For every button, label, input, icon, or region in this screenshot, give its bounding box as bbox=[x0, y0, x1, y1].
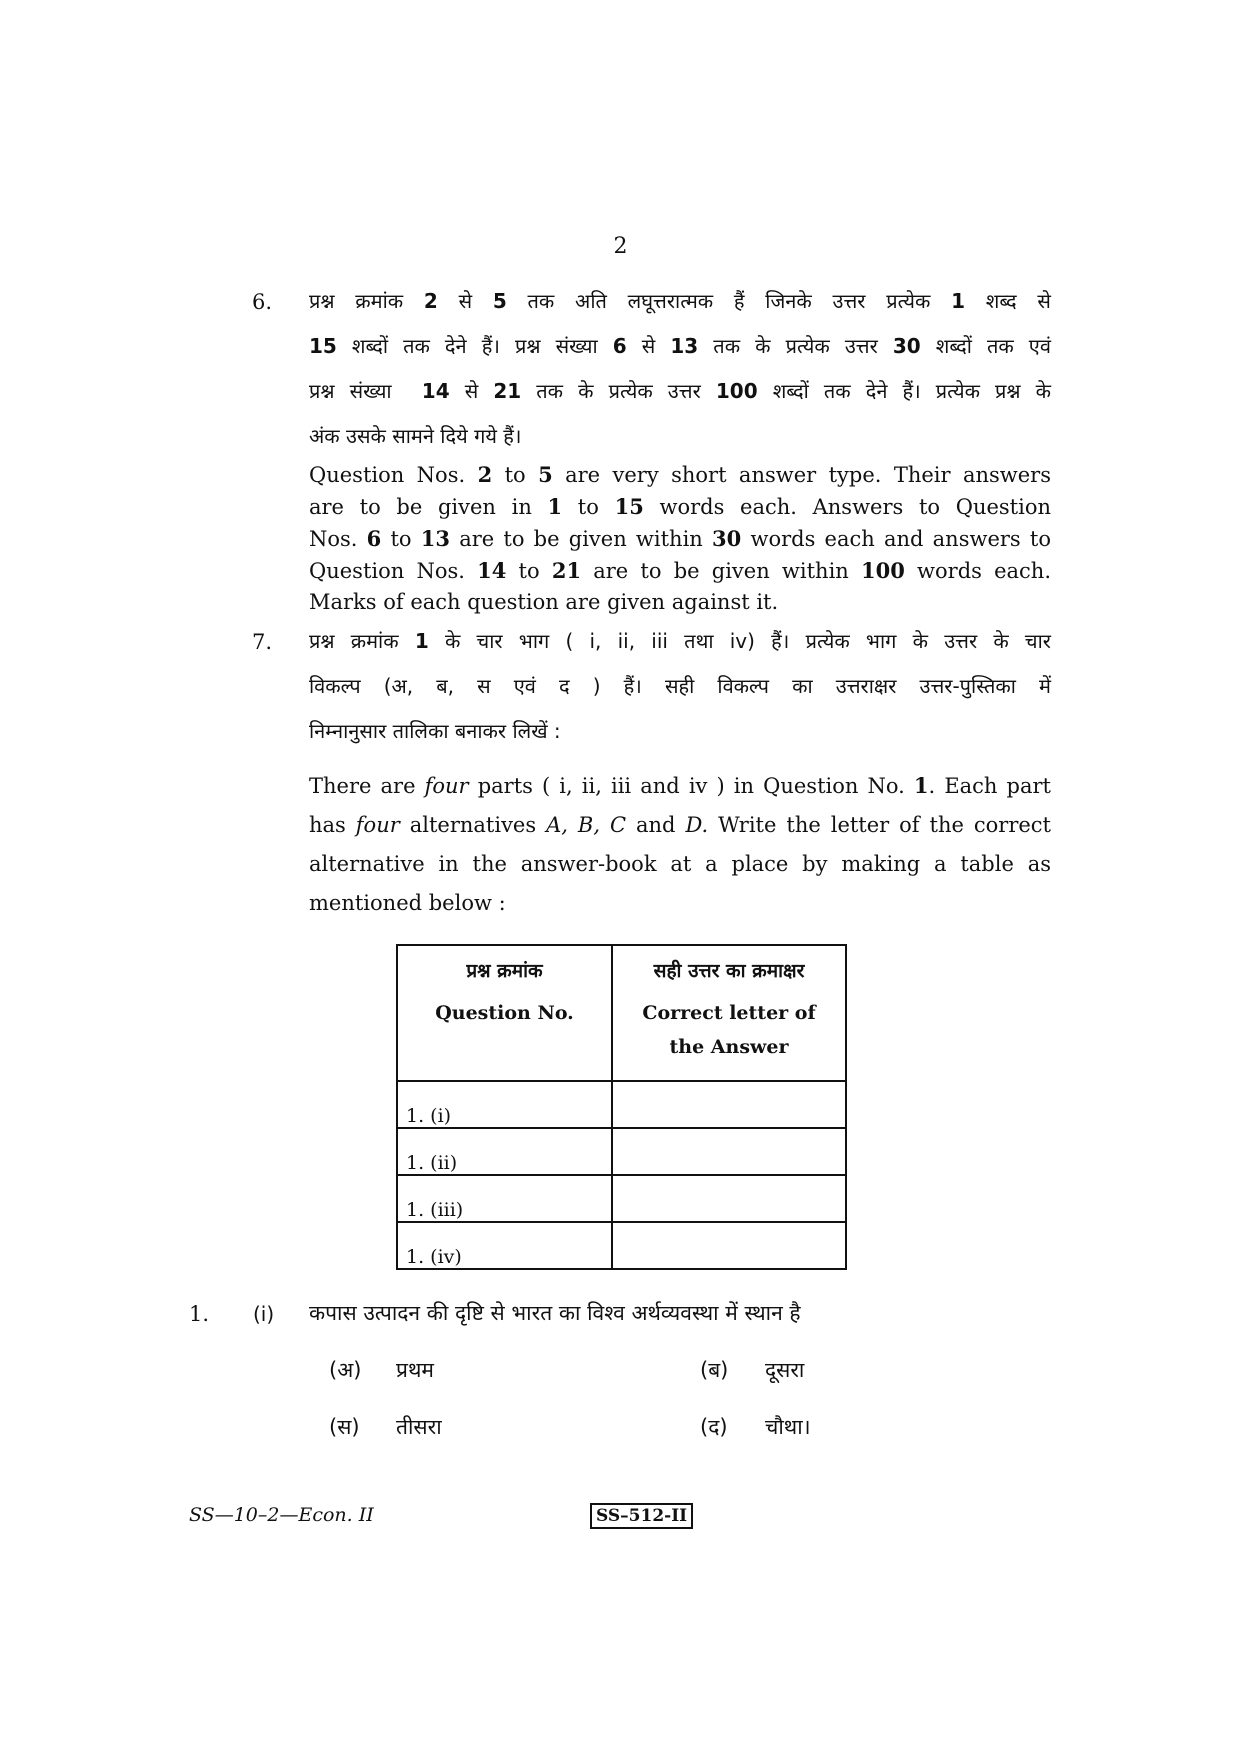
option-a-label: (अ) bbox=[329, 1358, 362, 1382]
row-question-no: 1. (i) bbox=[397, 1081, 612, 1128]
item-6-english-line: Marks of each question are given against it. bbox=[309, 590, 779, 614]
item-7-english-line: has four alternatives A, B, C and D. Write the letter of the correct bbox=[309, 813, 1051, 837]
item-6-english-line: Question Nos. 14 to 21 are to be given within 100 words each. bbox=[309, 558, 1052, 583]
row-question-no: 1. (iii) bbox=[397, 1175, 612, 1222]
question-1-text: कपास उत्पादन की दृष्टि से भारत का विश्व अर्थव्यवस्था में स्थान है bbox=[309, 1301, 801, 1325]
option-b-label: (ब) bbox=[700, 1358, 729, 1382]
question-1-part: (i) bbox=[253, 1302, 275, 1326]
option-d-label: (द) bbox=[700, 1415, 728, 1439]
header-english: Question No. bbox=[435, 1002, 574, 1024]
option-a-text[interactable]: प्रथम bbox=[396, 1358, 434, 1382]
table-row bbox=[397, 1222, 846, 1269]
item-7-hindi-line: प्रश्न क्रमांक 1 के चार भाग ( i, ii, iii तथा iv) हैं। प्रत्येक भाग के उत्तर के चार bbox=[309, 629, 1051, 653]
item-7-hindi-line: निम्नानुसार तालिका बनाकर लिखें : bbox=[309, 719, 561, 743]
item-7-number: 7. bbox=[252, 630, 273, 654]
item-7-english-line: There are four parts ( i, ii, iii and iv ) in Question No. 1. Each part bbox=[309, 773, 1051, 798]
option-b-text[interactable]: दूसरा bbox=[765, 1358, 805, 1382]
footer-paper-code: SS–512-II bbox=[590, 1503, 693, 1529]
header-english-line: the Answer bbox=[669, 1036, 789, 1058]
item-6-hindi-line: प्रश्न क्रमांक 2 से 5 तक अति लघूत्तरात्मक हैं जिनके उत्तर प्रत्येक 1 शब्द से bbox=[309, 289, 1051, 313]
item-6-hindi-line: प्रश्न संख्या 14 से 21 तक के प्रत्येक उत्तर 100 शब्दों तक देने हैं। प्रत्येक प्रश्न के bbox=[309, 379, 1051, 403]
item-6-english bbox=[309, 459, 1051, 618]
item-6-english-line: Nos. 6 to 13 are to be given within 30 words each and answers to bbox=[309, 526, 1051, 551]
row-question-no: 1. (ii) bbox=[397, 1128, 612, 1175]
row-answer-cell[interactable] bbox=[612, 1081, 846, 1128]
header-english bbox=[617, 996, 841, 1064]
table-row bbox=[397, 1081, 846, 1128]
question-1-number: 1. bbox=[189, 1302, 210, 1326]
item-6-hindi-line: 15 शब्दों तक देने हैं। प्रश्न संख्या 6 से 13 तक के प्रत्येक उत्तर 30 शब्दों तक एवं bbox=[309, 334, 1051, 358]
answer-table bbox=[396, 944, 847, 1270]
item-6-english-line: Question Nos. 2 to 5 are very short answer type. Their answers bbox=[309, 462, 1051, 487]
item-6-number: 6. bbox=[252, 290, 273, 314]
row-question-no: 1. (iv) bbox=[397, 1222, 612, 1269]
item-7-hindi bbox=[309, 619, 1051, 754]
option-c-label: (स) bbox=[329, 1415, 360, 1439]
item-7-english-line: alternative in the answer-book at a place by making a table as bbox=[309, 852, 1051, 876]
page-number: 2 bbox=[613, 234, 628, 259]
header-english-line: Correct letter of bbox=[642, 1002, 816, 1024]
table-row bbox=[397, 1175, 846, 1222]
table-header-question-no bbox=[397, 945, 612, 1081]
header-hindi: सही उत्तर का क्रमाक्षर bbox=[653, 960, 805, 982]
row-answer-cell[interactable] bbox=[612, 1175, 846, 1222]
item-7-english bbox=[309, 766, 1051, 923]
row-answer-cell[interactable] bbox=[612, 1222, 846, 1269]
item-6-hindi bbox=[309, 279, 1051, 459]
option-c-text[interactable]: तीसरा bbox=[396, 1415, 442, 1439]
table-header-correct-letter bbox=[612, 945, 846, 1081]
item-7-hindi-line: विकल्प (अ, ब, स एवं द ) हैं। सही विकल्प का उत्तराक्षर उत्तर-पुस्तिका में bbox=[309, 674, 1051, 698]
row-answer-cell[interactable] bbox=[612, 1128, 846, 1175]
item-6-english-line: are to be given in 1 to 15 words each. Answers to Question bbox=[309, 494, 1051, 519]
item-7-english-line: mentioned below : bbox=[309, 891, 506, 915]
table-header-row bbox=[397, 945, 846, 1081]
footer-series: SS—10–2—Econ. II bbox=[189, 1504, 374, 1526]
item-6-hindi-line: अंक उसके सामने दिये गये हैं। bbox=[309, 424, 522, 448]
option-d-text[interactable]: चौथा। bbox=[765, 1415, 811, 1439]
table-row bbox=[397, 1128, 846, 1175]
header-hindi: प्रश्न क्रमांक bbox=[466, 960, 543, 982]
